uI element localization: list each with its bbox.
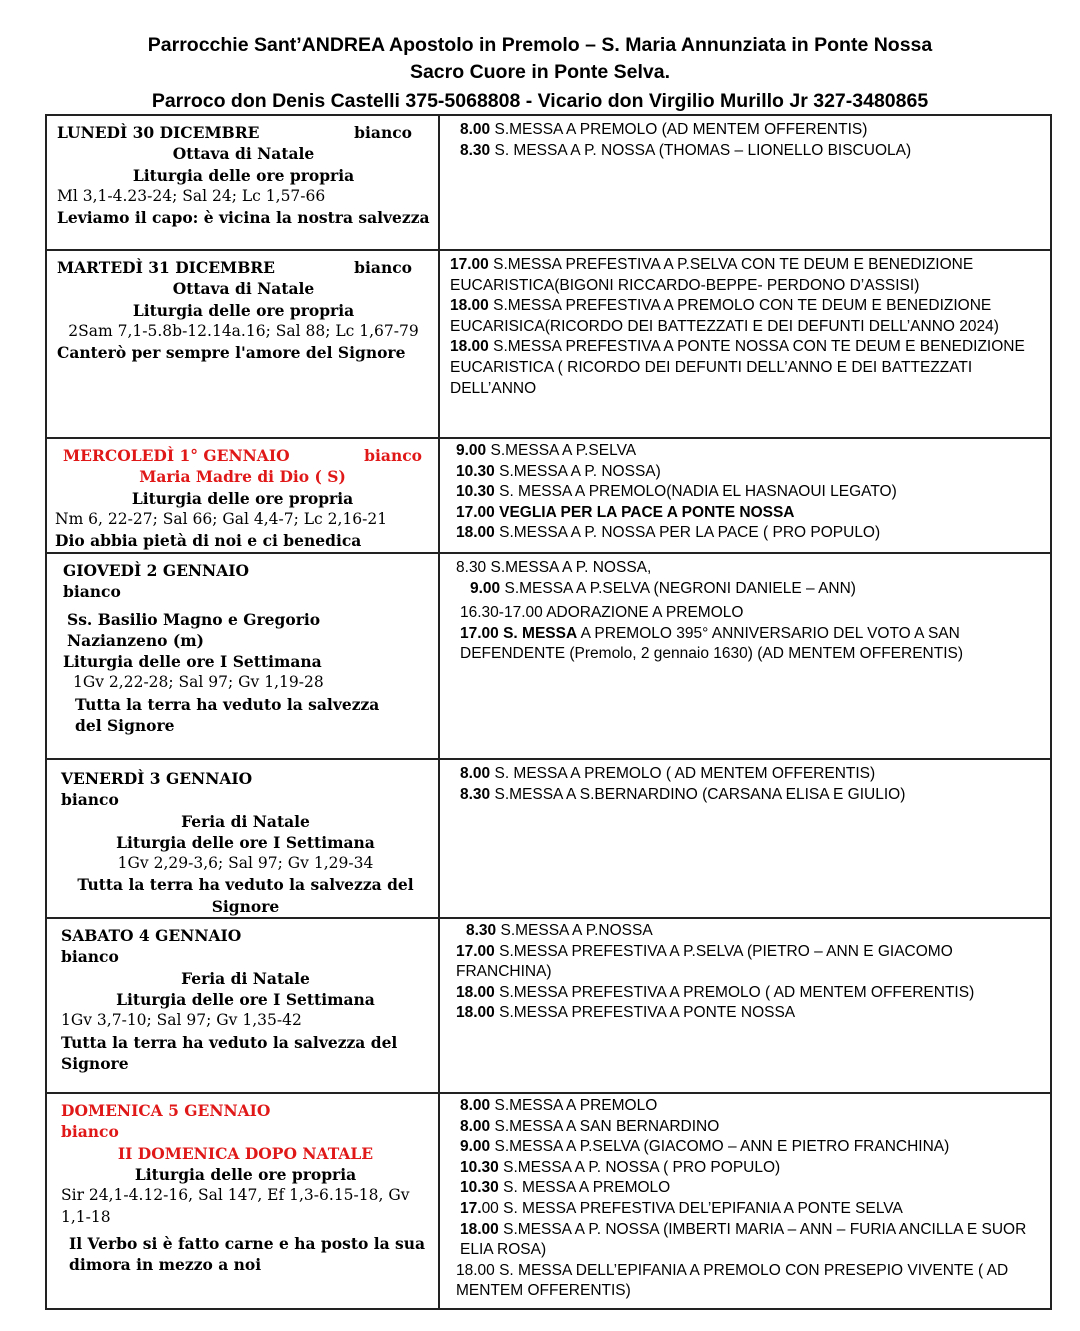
mass-time: 18.00: [450, 338, 489, 356]
mass-time: 18.00: [456, 983, 495, 1001]
masses-cell: [439, 115, 1051, 250]
mass-entry: [450, 296, 1044, 337]
mass-entry: [450, 255, 1044, 296]
mass-time: 8.30: [466, 922, 497, 940]
mass-text: S.MESSA A P.NOSSA: [500, 922, 653, 940]
liturgical-color: bianco: [61, 947, 119, 967]
day-info-cell: [46, 759, 439, 918]
mass-text: S.MESSA A P. NOSSA PER LA PACE ( PRO POPULO): [499, 524, 881, 542]
mass-time: 18.00: [456, 524, 495, 542]
mass-text: S.MESSA A PREMOLO: [494, 1097, 658, 1115]
feast-name: Ss. Basilio Magno e Gregorio Nazianzeno (m): [67, 609, 321, 650]
antiphon: Leviamo il capo: è vicina la nostra salvezza: [57, 208, 430, 228]
masses-cell: [439, 553, 1051, 759]
mass-entry: [456, 942, 1044, 983]
mass-entry: [456, 462, 1044, 483]
liturgy-hours: Liturgia delle ore propria: [134, 1164, 357, 1184]
day-info-cell: [46, 918, 439, 1093]
mass-entry: [456, 503, 1044, 524]
antiphon: Tutta la terra ha veduto la salvezza del Signore: [75, 694, 380, 736]
mass-entry: [456, 579, 1044, 600]
mass-time: 17.00: [456, 503, 495, 521]
mass-time: 9.00: [470, 579, 501, 597]
mass-time: 9.00: [456, 442, 487, 459]
antiphon: Tutta la terra ha veduto la salvezza del Signore: [77, 875, 414, 916]
day-name: VENERDÌ 3 GENNAIO: [61, 769, 253, 788]
antiphon: Dio abbia pietà di noi e ci benedica: [55, 531, 362, 551]
feast-name: Feria di Natale: [181, 968, 310, 988]
mass-text: S.MESSA A S.BERNARDINO (CARSANA ELISA E GIULIO): [494, 785, 906, 803]
mass-entry: [460, 1158, 1044, 1179]
day-row: [46, 759, 1051, 918]
day-info-cell: [46, 1093, 439, 1309]
mass-text: S.MESSA A P.SELVA (NEGRONI DANIELE – ANN): [504, 579, 856, 597]
day-name: MARTEDÌ 31 DICEMBRE: [57, 258, 275, 277]
masses-cell: [439, 759, 1051, 918]
mass-text: 16.30-17.00 ADORAZIONE A PREMOLO: [460, 604, 744, 622]
liturgy-hours: Liturgia delle ore propria: [132, 165, 355, 185]
mass-text: VEGLIA PER LA PACE A PONTE NOSSA: [499, 503, 795, 521]
day-info-cell: [46, 250, 439, 438]
mass-time: 8.00: [460, 121, 491, 138]
mass-time: 8.: [456, 559, 469, 576]
mass-entry: [456, 523, 1044, 544]
feast-name: Feria di Natale: [181, 811, 310, 831]
mass-time: 10.30: [460, 1179, 499, 1197]
mass-time: 17.00: [450, 256, 489, 273]
mass-entry: [460, 1178, 1044, 1199]
liturgical-color: bianco: [354, 123, 412, 142]
liturgy-hours: Liturgia delle ore propria: [131, 488, 354, 508]
readings: 1Gv 3,7-10; Sal 97; Gv 1,35-42: [61, 1011, 302, 1030]
mass-time: 18.00: [450, 297, 489, 315]
readings: 1Gv 2,22-28; Sal 97; Gv 1,19-28: [73, 673, 324, 692]
mass-time: 8.00: [460, 1097, 491, 1115]
mass-entry: [456, 482, 1044, 503]
feast-name: Maria Madre di Dio ( S): [139, 467, 346, 487]
mass-entry: [456, 1261, 1044, 1302]
day-name: MERCOLEDÌ 1° GENNAIO: [63, 446, 290, 465]
mass-text: S.MESSA A P. NOSSA): [499, 462, 661, 480]
liturgical-color: bianco: [61, 1122, 119, 1142]
mass-entry: [460, 1096, 1044, 1117]
mass-entry: [460, 764, 1044, 785]
day-heading: [57, 122, 430, 143]
day-info-cell: [46, 115, 439, 250]
mass-entry: [456, 983, 1044, 1004]
feast-name: Ottava di Natale: [172, 279, 315, 299]
mass-entry: [456, 921, 1044, 942]
mass-entry: [450, 337, 1044, 399]
mass-text: S.MESSA PREFESTIVA A PREMOLO ( AD MENTEM OFFERENTIS): [499, 983, 975, 1001]
mass-time: 17.: [460, 1200, 482, 1218]
mass-time: 17.00: [456, 942, 495, 960]
liturgical-color: bianco: [63, 582, 121, 602]
mass-text: S.MESSA PREFESTIVA A PONTE NOSSA CON TE DEUM E BENEDIZIONE EUCARISTICA ( RICORDO DEI DEFUNTI DELL’ANNO E DEI BATTEZZATI DELL’ANNO: [450, 338, 1025, 397]
day-info-cell: [46, 438, 439, 553]
day-row: [46, 115, 1051, 250]
mass-time: 17.00 S. MESSA: [460, 624, 578, 642]
day-row: [46, 918, 1051, 1093]
liturgical-color: bianco: [61, 790, 119, 810]
mass-time: 9.00: [460, 1138, 491, 1156]
header-line-3: Parroco don Denis Castelli 375-5068808 - Vicario don Virgilio Murillo Jr 327-3480865: [151, 90, 929, 112]
header-line-2: Sacro Cuore in Ponte Selva.: [409, 61, 671, 83]
masses-cell: [439, 918, 1051, 1093]
mass-time: 8.00: [460, 1117, 491, 1135]
mass-time: 8.00: [460, 765, 491, 782]
mass-time: 10.30: [456, 483, 495, 501]
mass-text: S.MESSA PREFESTIVA A PREMOLO CON TE DEUM E BENEDIZIONE EUCARISICA(RICORDO DEI BATTEZZATI E DEI DEFUNTI DELL’ANNO 2024): [450, 297, 999, 335]
masses-cell: [439, 250, 1051, 438]
mass-text: S.MESSA A P. NOSSA ( PRO POPULO): [503, 1158, 781, 1176]
mass-text: S. MESSA A PREMOLO(NADIA EL HASNAOUI LEGATO): [499, 483, 897, 501]
day-name: DOMENICA 5 GENNAIO: [61, 1101, 271, 1121]
mass-entry: [460, 141, 1044, 162]
mass-text: S. MESSA A PREMOLO: [503, 1179, 671, 1197]
day-name: LUNEDÌ 30 DICEMBRE: [57, 123, 260, 142]
mass-entry: [456, 624, 1044, 665]
antiphon: Canterò per sempre l'amore del Signore: [57, 343, 406, 363]
mass-time: 10.30: [460, 1158, 499, 1176]
feast-name: Ottava di Natale: [172, 144, 315, 164]
liturgy-hours: Liturgia delle ore I Settimana: [116, 989, 375, 1009]
mass-text: S.MESSA A P.SELVA: [490, 442, 637, 459]
liturgy-hours: Liturgia delle ore propria: [132, 300, 355, 320]
mass-entry: [460, 785, 1044, 806]
feast-name: II DOMENICA DOPO NATALE: [117, 1143, 374, 1163]
liturgical-color: bianco: [364, 446, 422, 465]
mass-text: 18.00 S. MESSA DELL’EPIFANIA A PREMOLO CON PRESEPIO VIVENTE ( AD MENTEM OFFERENTIS): [456, 1261, 1009, 1300]
mass-entry: [456, 558, 1044, 579]
mass-entry: [460, 1117, 1044, 1138]
mass-time: 18.00: [456, 1004, 495, 1022]
mass-text: S.MESSA A SAN BERNARDINO: [494, 1117, 720, 1135]
day-row: [46, 553, 1051, 759]
mass-entry: [456, 1003, 1044, 1024]
day-name: SABATO 4 GENNAIO: [61, 926, 242, 946]
mass-entry: [460, 1137, 1044, 1158]
day-heading: [55, 445, 430, 466]
readings: Ml 3,1-4.23-24; Sal 24; Lc 1,57-66: [57, 186, 326, 205]
mass-entry: [456, 603, 1044, 624]
mass-entry: [460, 1220, 1044, 1261]
mass-text: S.MESSA A P.SELVA (GIACOMO – ANN E PIETRO FRANCHINA): [494, 1138, 950, 1156]
mass-time: 8.30: [460, 141, 491, 159]
mass-time: 10.30: [456, 462, 495, 480]
mass-text: S.MESSA A PREMOLO (AD MENTEM OFFERENTIS): [494, 121, 868, 138]
readings: Sir 24,1-4.12-16, Sal 147, Ef 1,3-6.15-18, Gv 1,1-18: [61, 1186, 410, 1226]
liturgy-hours: Liturgia delle ore I Settimana: [63, 652, 322, 672]
masses-cell: [439, 438, 1051, 553]
day-row: [46, 1093, 1051, 1309]
day-info-cell: [46, 553, 439, 759]
schedule-table: [45, 114, 1052, 1310]
readings: 2Sam 7,1-5.8b-12.14a.16; Sal 88; Lc 1,67-79: [68, 321, 419, 340]
mass-text: 30 S.MESSA A P. NOSSA,: [468, 559, 652, 576]
mass-text: S.MESSA PREFESTIVA A P.SELVA CON TE DEUM E BENEDIZIONE EUCARISTICA(BIGONI RICCARDO-BEPPE- PERDONO D’ASSISI): [450, 256, 974, 294]
mass-entry: [460, 1199, 1044, 1220]
mass-text: S. MESSA A P. NOSSA (THOMAS – LIONELLO BISCUOLA): [494, 141, 912, 159]
mass-time: 18.00: [460, 1220, 499, 1238]
mass-time: 8.30: [460, 785, 491, 803]
day-row: [46, 250, 1051, 438]
mass-text: A PREMOLO 395° ANNIVERSARIO DEL VOTO A SAN DEFENDENTE (Premolo, 2 gennaio 1630) (AD MENTEM OFFERENTIS): [460, 624, 964, 663]
day-heading: [57, 257, 430, 278]
mass-text: S.MESSA PREFESTIVA A PONTE NOSSA: [499, 1004, 796, 1022]
mass-entry: [456, 441, 1044, 462]
mass-text: S. MESSA A PREMOLO ( AD MENTEM OFFERENTIS): [494, 765, 876, 782]
masses-cell: [439, 1093, 1051, 1309]
antiphon: Tutta la terra ha veduto la salvezza del Signore: [61, 1032, 398, 1073]
mass-text: S.MESSA A P. NOSSA (IMBERTI MARIA – ANN – FURIA ANCILLA E SUOR ELIA ROSA): [460, 1220, 1027, 1259]
header-line-1: Parrocchie Sant’ANDREA Apostolo in Premolo – S. Maria Annunziata in Ponte Nossa: [147, 34, 933, 56]
day-name: GIOVEDÌ 2 GENNAIO: [63, 561, 249, 580]
liturgy-hours: Liturgia delle ore I Settimana: [116, 832, 375, 852]
mass-entry: [460, 120, 1044, 141]
day-row: [46, 438, 1051, 553]
liturgical-color: bianco: [354, 258, 412, 277]
mass-text: 00 S. MESSA PREFESTIVA DEL’EPIFANIA A PONTE SELVA: [481, 1200, 903, 1218]
mass-text: S.MESSA PREFESTIVA A P.SELVA (PIETRO – ANN E GIACOMO FRANCHINA): [456, 942, 953, 981]
antiphon: Il Verbo si è fatto carne e ha posto la sua dimora in mezzo a noi: [69, 1233, 426, 1275]
readings: Nm 6, 22-27; Sal 66; Gal 4,4-7; Lc 2,16-21: [55, 509, 388, 528]
readings: 1Gv 2,29-3,6; Sal 97; Gv 1,29-34: [117, 854, 374, 873]
